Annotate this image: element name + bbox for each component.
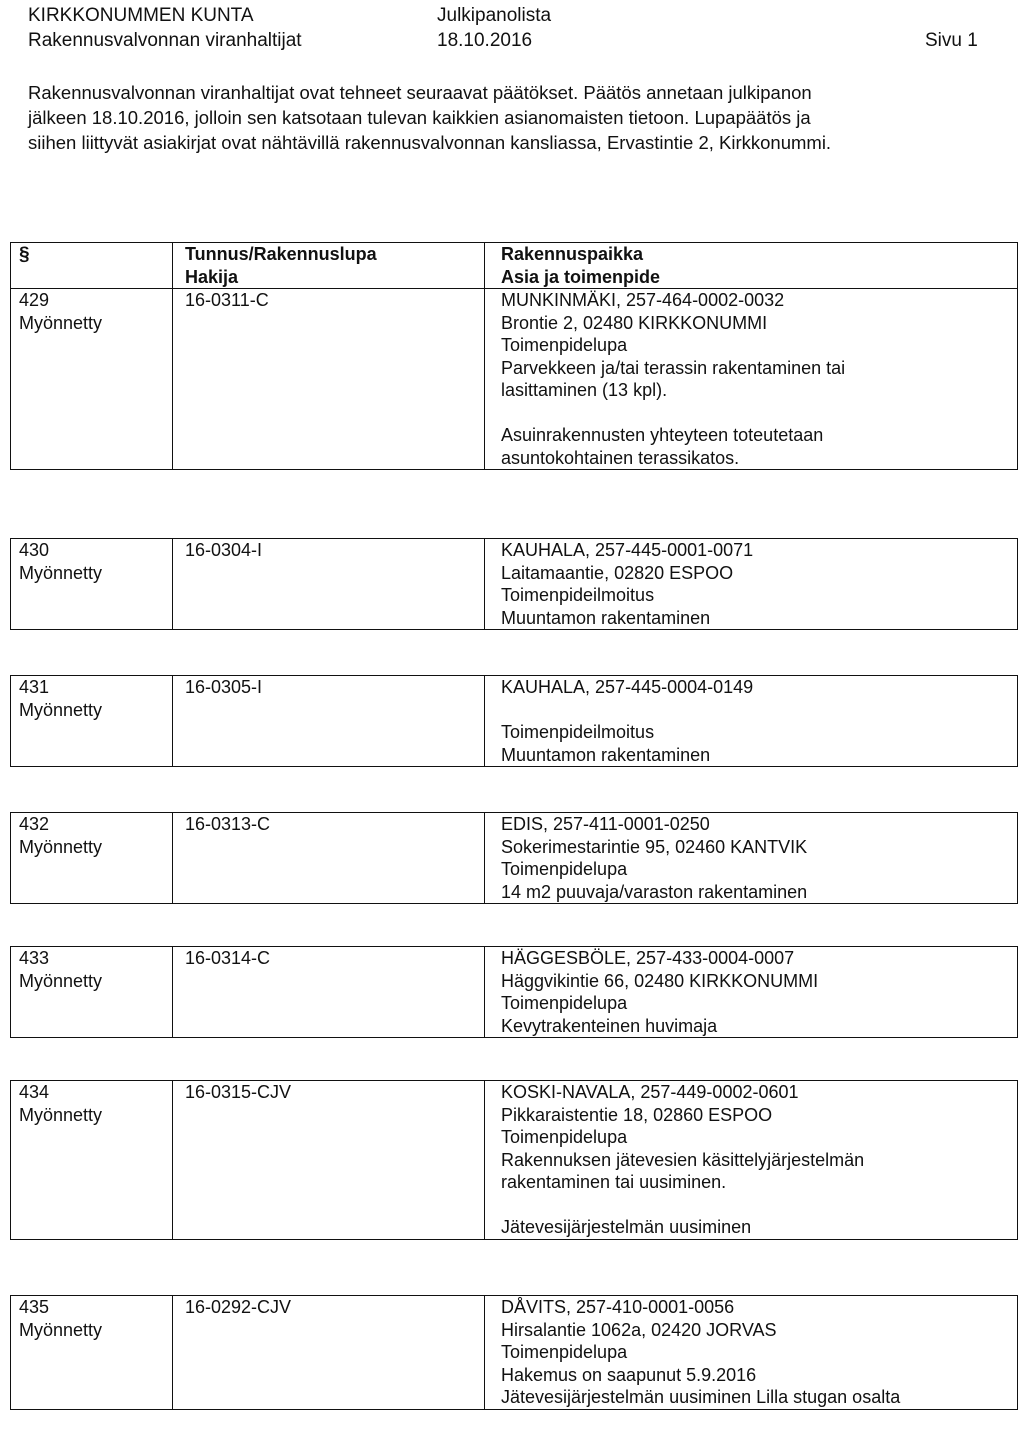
document-date: 18.10.2016 <box>437 30 533 51</box>
intro-paragraph <box>28 80 1008 155</box>
decision-status: Myönnetty <box>19 1319 103 1340</box>
permit-type-line: Toimenpidelupa <box>501 1127 628 1147</box>
header-site-cell <box>485 243 1018 289</box>
action-line: Parvekkeen ja/tai terassin rakentaminen tai <box>501 357 846 378</box>
header-applicant-label: Hakija <box>185 266 239 287</box>
site-line: KOSKI-NAVALA, 257-449-0002-0601 <box>501 1082 799 1102</box>
decision-status: Myönnetty <box>19 562 103 583</box>
note-line: asuntokohtainen terassikatos. <box>501 447 740 468</box>
permit-code: 16-0304-I <box>185 540 263 560</box>
intro-line: Rakennusvalvonnan viranhaltijat ovat tehneet seuraavat päätökset. Päätös annetaan julkipanon <box>28 82 812 103</box>
decision-table-434 <box>10 1080 1018 1240</box>
document-type: Julkipanolista <box>437 5 552 26</box>
site-line: MUNKINMÄKI, 257-464-0002-0032 <box>501 290 785 310</box>
decision-number-cell <box>11 539 173 630</box>
permit-type-line: Toimenpideilmoitus <box>501 585 655 605</box>
action-line: Muuntamon rakentaminen <box>501 744 711 765</box>
address-line: Brontie 2, 02480 KIRKKONUMMI <box>501 312 768 333</box>
header-section-cell <box>11 243 173 289</box>
decision-number: 431 <box>19 677 50 697</box>
site-and-action-cell <box>485 947 1018 1038</box>
header-site-label: Rakennuspaikka <box>501 244 644 264</box>
permit-code: 16-0292-CJV <box>185 1297 292 1317</box>
decision-table-431 <box>10 675 1018 767</box>
action-line: Hakemus on saapunut 5.9.2016 <box>501 1364 757 1385</box>
permit-code-cell <box>173 676 485 767</box>
decision-table-435 <box>10 1295 1018 1410</box>
site-and-action-cell <box>485 539 1018 630</box>
permit-type-line: Toimenpidelupa <box>501 859 628 879</box>
note-line: Jätevesijärjestelmän uusiminen <box>501 1217 752 1237</box>
municipality-name: KIRKKONUMMEN KUNTA <box>28 5 254 26</box>
page-number: Sivu 1 <box>925 30 978 51</box>
permit-type-line: Toimenpidelupa <box>501 335 628 355</box>
site-line: DÅVITS, 257-410-0001-0056 <box>501 1297 735 1317</box>
action-line: lasittaminen (13 kpl). <box>501 380 668 400</box>
site-and-action-cell <box>485 1081 1018 1240</box>
decision-row <box>11 676 1018 767</box>
decision-number: 433 <box>19 948 50 968</box>
decision-number: 430 <box>19 540 50 560</box>
decision-number-cell <box>11 1296 173 1410</box>
header-permit-label: Tunnus/Rakennuslupa <box>185 244 377 264</box>
decision-status: Myönnetty <box>19 836 103 857</box>
decision-row <box>11 947 1018 1038</box>
site-and-action-cell <box>485 1296 1018 1410</box>
section-symbol: § <box>19 244 30 265</box>
action-line: rakentaminen tai uusiminen. <box>501 1172 727 1192</box>
permit-code-cell <box>173 289 485 470</box>
blank-line <box>501 402 1011 425</box>
table-header-row <box>11 243 1018 289</box>
site-line: HÄGGESBÖLE, 257-433-0004-0007 <box>501 948 795 968</box>
permit-code: 16-0311-C <box>185 290 269 310</box>
decision-table-433 <box>10 946 1018 1038</box>
decision-status: Myönnetty <box>19 312 103 333</box>
permit-code-cell <box>173 539 485 630</box>
permit-code-cell <box>173 1296 485 1410</box>
decision-row <box>11 813 1018 904</box>
department-name: Rakennusvalvonnan viranhaltijat <box>28 30 302 51</box>
address-line: Pikkaraistentie 18, 02860 ESPOO <box>501 1104 773 1125</box>
header-action-label: Asia ja toimenpide <box>501 266 661 287</box>
permit-code: 16-0313-C <box>185 814 271 834</box>
site-and-action-cell <box>485 676 1018 767</box>
decision-row <box>11 1081 1018 1240</box>
action-line: Muuntamon rakentaminen <box>501 607 711 628</box>
site-and-action-cell <box>485 813 1018 904</box>
permit-code: 16-0305-I <box>185 677 263 697</box>
decision-number: 434 <box>19 1082 50 1102</box>
decision-number: 429 <box>19 290 50 310</box>
decision-table-429 <box>10 242 1018 470</box>
header-permit-cell <box>173 243 485 289</box>
blank-line <box>501 1194 1011 1217</box>
decision-number: 435 <box>19 1297 50 1317</box>
address-line: Sokerimestarintie 95, 02460 KANTVIK <box>501 836 808 857</box>
decision-row <box>11 539 1018 630</box>
decision-row <box>11 289 1018 470</box>
action-line: Rakennuksen jätevesien käsittelyjärjestelmän <box>501 1149 865 1170</box>
address-line: Laitamaantie, 02820 ESPOO <box>501 562 734 583</box>
permit-code: 16-0314-C <box>185 948 271 968</box>
address-line: Hirsalantie 1062a, 02420 JORVAS <box>501 1319 777 1340</box>
site-and-action-cell <box>485 289 1018 470</box>
decision-table-432 <box>10 812 1018 904</box>
decision-number: 432 <box>19 814 50 834</box>
decision-table-430 <box>10 538 1018 630</box>
decision-number-cell <box>11 813 173 904</box>
decision-status: Myönnetty <box>19 699 103 720</box>
site-line: KAUHALA, 257-445-0001-0071 <box>501 540 754 560</box>
decision-number-cell <box>11 289 173 470</box>
note-line: Asuinrakennusten yhteyteen toteutetaan <box>501 425 824 445</box>
intro-line: siihen liittyvät asiakirjat ovat nähtävillä rakennusvalvonnan kansliassa, Ervastintie 2, Kirkkonummi. <box>28 132 832 153</box>
action-line: Kevytrakenteinen huvimaja <box>501 1015 718 1036</box>
blank-line <box>501 699 1011 722</box>
decision-number-cell <box>11 676 173 767</box>
site-line: EDIS, 257-411-0001-0250 <box>501 814 710 834</box>
decision-status: Myönnetty <box>19 1104 103 1125</box>
permit-code-cell <box>173 813 485 904</box>
action-line: 14 m2 puuvaja/varaston rakentaminen <box>501 881 808 902</box>
action-line: Jätevesijärjestelmän uusiminen Lilla stugan osalta <box>501 1387 901 1407</box>
site-line: KAUHALA, 257-445-0004-0149 <box>501 677 754 697</box>
permit-type-line: Toimenpidelupa <box>501 1342 628 1362</box>
decision-status: Myönnetty <box>19 970 103 991</box>
permit-code-cell <box>173 1081 485 1240</box>
permit-type-line: Toimenpideilmoitus <box>501 722 655 742</box>
intro-line: jälkeen 18.10.2016, jolloin sen katsotaan tulevan kaikkien asianomaisten tietoon. Lupapäätös ja <box>28 107 811 128</box>
decision-row <box>11 1296 1018 1410</box>
permit-code-cell <box>173 947 485 1038</box>
permit-type-line: Toimenpidelupa <box>501 993 628 1013</box>
address-line: Häggvikintie 66, 02480 KIRKKONUMMI <box>501 970 819 991</box>
permit-code: 16-0315-CJV <box>185 1082 292 1102</box>
decision-number-cell <box>11 1081 173 1240</box>
decision-number-cell <box>11 947 173 1038</box>
